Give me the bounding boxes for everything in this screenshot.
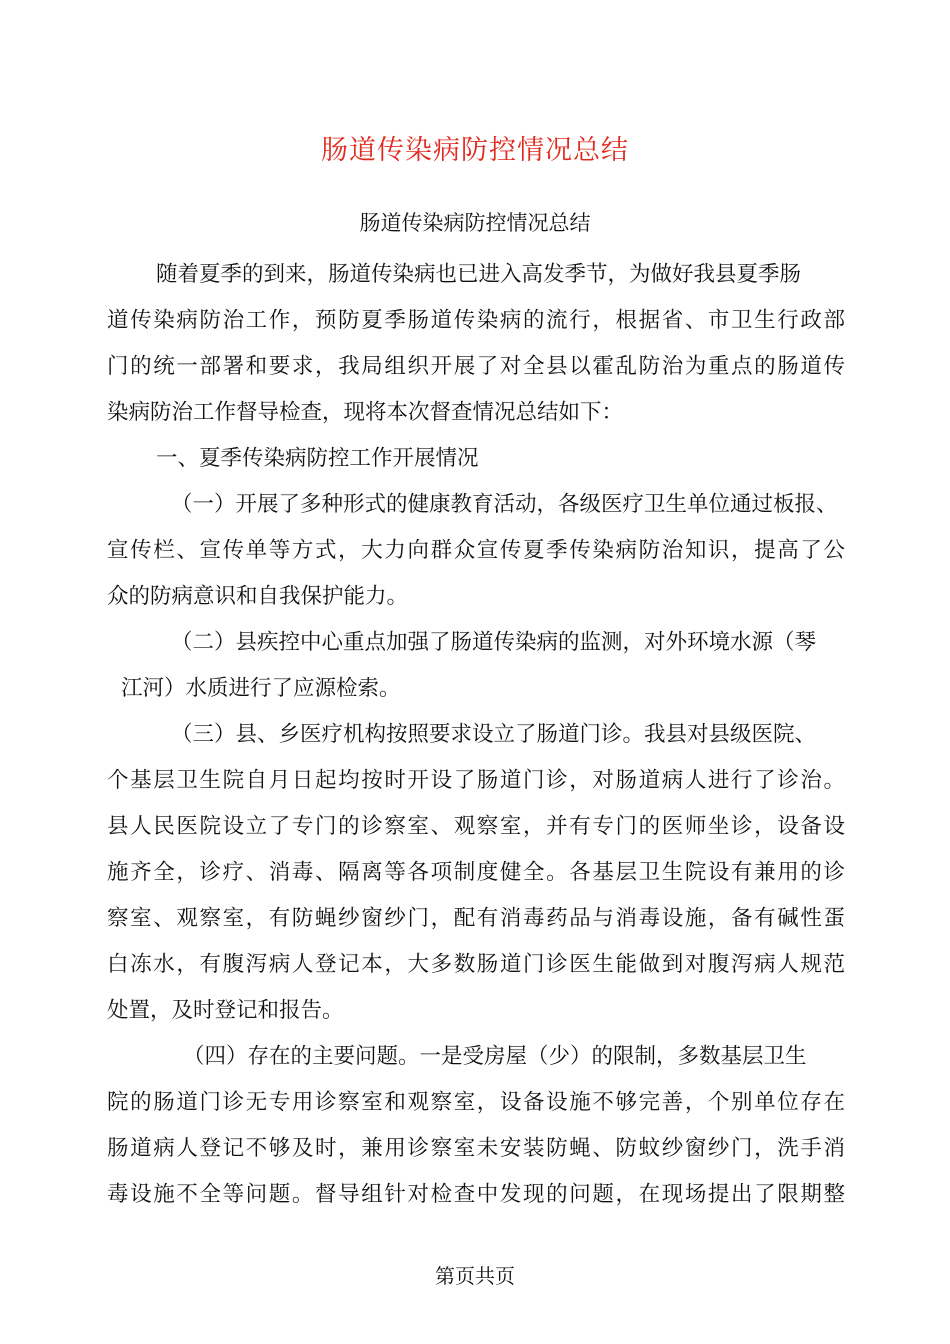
body-line: 处置，及时登记和报告。 (107, 998, 344, 1023)
document-title: 肠道传染病防控情况总结 (321, 135, 629, 166)
page-footer: 第页共页 (435, 1264, 515, 1288)
body-line: 个基层卫生院自月日起均按时开设了肠道门诊，对肠道病人进行了诊治。 (107, 768, 845, 793)
body-line: （二）县疾控中心重点加强了肠道传染病的监测，对外环境水源（琴 (171, 630, 817, 655)
section-heading: 一、夏季传染病防控工作开展情况 (156, 446, 479, 471)
document-body (107, 252, 845, 1218)
body-line: 随着夏季的到来，肠道传染病也已进入高发季节，为做好我县夏季肠 (156, 262, 802, 287)
body-line: （一）开展了多种形式的健康教育活动，各级医疗卫生单位通过板报、 (171, 492, 838, 517)
body-line: 肠道病人登记不够及时，兼用诊察室未安装防蝇、防蚊纱窗纱门，洗手消 (107, 1136, 845, 1161)
body-line: （四）存在的主要问题。一是受房屋（少）的限制，多数基层卫生 (183, 1044, 807, 1069)
body-line: 江河）水质进行了应源检索。 (121, 676, 401, 701)
body-line: 县人民医院设立了专门的诊察室、观察室，并有专门的医师坐诊，设备设 (107, 814, 845, 839)
body-line: 察室、观察室，有防蝇纱窗纱门，配有消毒药品与消毒设施，备有碱性蛋 (107, 906, 845, 931)
body-line: 施齐全，诊疗、消毒、隔离等各项制度健全。各基层卫生院设有兼用的诊 (107, 860, 845, 885)
body-line: 门的统一部署和要求，我局组织开展了对全县以霍乱防治为重点的肠道传 (107, 354, 845, 379)
document-subtitle: 肠道传染病防控情况总结 (359, 211, 591, 235)
body-line: 染病防治工作督导检查，现将本次督查情况总结如下： (107, 400, 624, 425)
body-line: 白冻水，有腹泻病人登记本，大多数肠道门诊医生能做到对腹泻病人规范 (107, 952, 845, 977)
body-line: 众的防病意识和自我保护能力。 (107, 584, 409, 609)
body-line: 院的肠道门诊无专用诊察室和观察室，设备设施不够完善，个别单位存在 (107, 1090, 845, 1115)
body-line: 道传染病防治工作，预防夏季肠道传染病的流行，根据省、市卫生行政部 (107, 308, 845, 333)
body-line: （三）县、乡医疗机构按照要求设立了肠道门诊。我县对县级医院、 (171, 722, 817, 747)
body-line: 宣传栏、宣传单等方式，大力向群众宣传夏季传染病防治知识，提高了公 (107, 538, 845, 563)
body-line: 毒设施不全等问题。督导组针对检查中发现的问题，在现场提出了限期整 (107, 1182, 845, 1207)
